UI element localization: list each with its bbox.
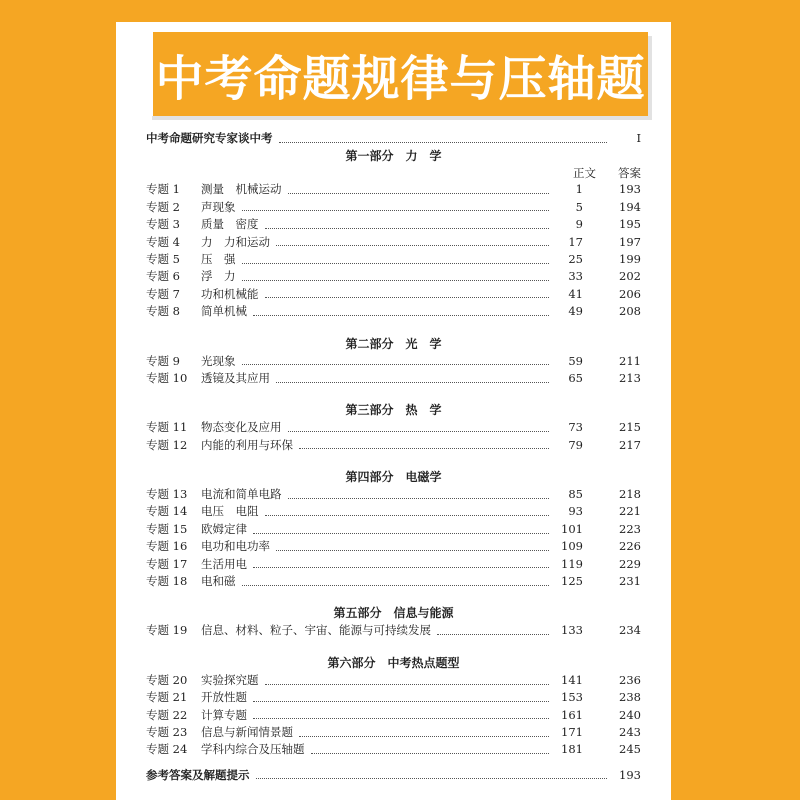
toc-topic-row[interactable] bbox=[146, 251, 641, 268]
topic-answer-page: 215 bbox=[619, 420, 641, 435]
toc-topic-row[interactable] bbox=[146, 538, 641, 555]
topic-title: 内能的利用与环保 bbox=[201, 437, 293, 452]
toc-topic-row[interactable] bbox=[146, 437, 641, 454]
topic-title: 质量 密度 bbox=[201, 217, 259, 232]
topic-number: 专题 4 bbox=[146, 234, 180, 249]
topic-answer-page: 193 bbox=[619, 182, 641, 197]
topic-number: 专题 19 bbox=[146, 623, 188, 638]
topic-number: 专题 22 bbox=[146, 707, 188, 722]
dot-leader bbox=[276, 549, 549, 551]
part-heading: 第五部分 信息与能源 bbox=[333, 606, 454, 621]
topic-number: 专题 6 bbox=[146, 269, 180, 284]
topic-body-page: 73 bbox=[568, 420, 583, 435]
toc-topic-row[interactable] bbox=[146, 486, 641, 503]
dot-leader bbox=[242, 262, 550, 264]
topic-title: 光现象 bbox=[201, 353, 236, 368]
topic-title: 简单机械 bbox=[201, 304, 247, 319]
topic-title: 学科内综合及压轴题 bbox=[201, 742, 305, 757]
topic-body-page: 133 bbox=[561, 623, 583, 638]
toc-topic-row[interactable] bbox=[146, 303, 641, 320]
column-header-answer: 答案 bbox=[618, 166, 641, 181]
topic-body-page: 1 bbox=[575, 182, 583, 197]
topic-number: 专题 10 bbox=[146, 370, 188, 385]
topic-title: 透镜及其应用 bbox=[201, 370, 270, 385]
parts-container bbox=[146, 147, 641, 758]
topic-answer-page: 229 bbox=[619, 556, 641, 571]
topic-body-page: 65 bbox=[568, 370, 583, 385]
dot-leader bbox=[299, 735, 549, 737]
topic-title: 电和磁 bbox=[201, 574, 236, 589]
topic-body-page: 161 bbox=[561, 707, 583, 722]
topic-title: 压 强 bbox=[201, 251, 236, 266]
topic-answer-page: 240 bbox=[619, 707, 641, 722]
dot-leader bbox=[242, 279, 550, 281]
book-title: 中考命题规律与压轴题 bbox=[155, 50, 646, 107]
toc-topic-row[interactable] bbox=[146, 689, 641, 706]
topic-body-page: 85 bbox=[568, 487, 583, 502]
topic-number: 专题 24 bbox=[146, 742, 188, 757]
topic-body-page: 9 bbox=[575, 217, 583, 232]
dot-leader bbox=[288, 192, 550, 194]
topic-number: 专题 18 bbox=[146, 574, 188, 589]
topic-body-page: 49 bbox=[568, 304, 583, 319]
topic-number: 专题 23 bbox=[146, 724, 188, 739]
toc-topic-row[interactable] bbox=[146, 672, 641, 689]
topic-title: 电压 电阻 bbox=[201, 504, 259, 519]
toc-topic-row[interactable] bbox=[146, 370, 641, 387]
topic-answer-page: 194 bbox=[619, 199, 641, 214]
topic-number: 专题 14 bbox=[146, 504, 188, 519]
dot-leader bbox=[242, 584, 550, 586]
topic-answer-page: 213 bbox=[619, 370, 641, 385]
answers-title: 参考答案及解题提示 bbox=[146, 767, 250, 782]
topic-number: 专题 5 bbox=[146, 251, 180, 266]
topic-answer-page: 221 bbox=[619, 504, 641, 519]
part-heading: 第三部分 热 学 bbox=[345, 403, 442, 418]
topic-number: 专题 3 bbox=[146, 217, 180, 232]
topic-number: 专题 17 bbox=[146, 556, 188, 571]
topic-number: 专题 1 bbox=[146, 182, 180, 197]
dot-leader bbox=[253, 566, 549, 568]
topic-body-page: 109 bbox=[561, 539, 583, 554]
toc-topic-row[interactable] bbox=[146, 724, 641, 741]
topic-number: 专题 12 bbox=[146, 437, 188, 452]
topic-body-page: 171 bbox=[561, 724, 583, 739]
topic-number: 专题 9 bbox=[146, 353, 180, 368]
topic-body-page: 101 bbox=[561, 521, 583, 536]
topic-answer-page: 238 bbox=[619, 690, 641, 705]
dot-leader bbox=[437, 633, 549, 635]
part-heading: 第一部分 力 学 bbox=[345, 149, 442, 164]
dot-leader bbox=[288, 497, 550, 499]
toc-topic-row[interactable] bbox=[146, 199, 641, 216]
dot-leader bbox=[265, 683, 550, 685]
part-heading: 第二部分 光 学 bbox=[345, 336, 442, 351]
topic-title: 实验探究题 bbox=[201, 672, 259, 687]
column-header-body: 正文 bbox=[573, 166, 596, 181]
topic-body-page: 33 bbox=[568, 269, 583, 284]
topic-number: 专题 15 bbox=[146, 521, 188, 536]
topic-answer-page: 199 bbox=[619, 251, 641, 266]
toc-topic-row[interactable] bbox=[146, 503, 641, 520]
topic-body-page: 125 bbox=[561, 574, 583, 589]
topic-title: 电流和简单电路 bbox=[201, 487, 282, 502]
topic-title: 声现象 bbox=[201, 199, 236, 214]
title-banner bbox=[148, 32, 648, 116]
topic-answer-page: 218 bbox=[619, 487, 641, 502]
dot-leader bbox=[265, 227, 550, 229]
topic-title: 开放性题 bbox=[201, 690, 247, 705]
intro-title: 中考命题研究专家谈中考 bbox=[146, 131, 273, 145]
dot-leader bbox=[265, 296, 550, 298]
toc-topic-row[interactable] bbox=[146, 268, 641, 285]
dot-leader bbox=[276, 381, 549, 383]
topic-answer-page: 223 bbox=[619, 521, 641, 536]
topic-number: 专题 20 bbox=[146, 672, 188, 687]
dot-leader bbox=[276, 244, 549, 246]
toc-topic-row[interactable] bbox=[146, 419, 641, 436]
toc-topic-row[interactable] bbox=[146, 707, 641, 724]
topic-answer-page: 202 bbox=[619, 269, 641, 284]
topic-title: 功和机械能 bbox=[201, 286, 259, 301]
dot-leader bbox=[256, 777, 608, 779]
topic-number: 专题 2 bbox=[146, 199, 180, 214]
dot-leader bbox=[279, 141, 608, 143]
toc-topic-row[interactable] bbox=[146, 573, 641, 590]
column-headers bbox=[146, 165, 641, 181]
topic-title: 测量 机械运动 bbox=[201, 182, 282, 197]
topic-number: 专题 21 bbox=[146, 690, 188, 705]
dot-leader bbox=[288, 430, 550, 432]
topic-body-page: 79 bbox=[568, 437, 583, 452]
dot-leader bbox=[242, 363, 550, 365]
topic-title: 浮 力 bbox=[201, 269, 236, 284]
topic-body-page: 41 bbox=[568, 286, 583, 301]
topic-body-page: 17 bbox=[568, 234, 583, 249]
dot-leader bbox=[242, 209, 550, 211]
topic-title: 电功和电功率 bbox=[201, 539, 270, 554]
topic-title: 计算专题 bbox=[201, 707, 247, 722]
topic-answer-page: 231 bbox=[619, 574, 641, 589]
topic-title: 力 力和运动 bbox=[201, 234, 270, 249]
topic-answer-page: 243 bbox=[619, 724, 641, 739]
toc-intro-row bbox=[146, 130, 641, 147]
toc-topic-row[interactable] bbox=[146, 521, 641, 538]
toc-topic-row[interactable] bbox=[146, 181, 641, 198]
topic-body-page: 141 bbox=[561, 672, 583, 687]
topic-body-page: 93 bbox=[568, 504, 583, 519]
toc-topic-row[interactable] bbox=[146, 622, 641, 639]
dot-leader bbox=[311, 752, 550, 754]
dot-leader bbox=[299, 447, 549, 449]
toc-topic-row[interactable] bbox=[146, 234, 641, 251]
topic-answer-page: 236 bbox=[619, 672, 641, 687]
topic-answer-page: 197 bbox=[619, 234, 641, 249]
dot-leader bbox=[253, 532, 549, 534]
topic-body-page: 59 bbox=[568, 353, 583, 368]
intro-page: Ⅰ bbox=[636, 131, 641, 145]
topic-number: 专题 8 bbox=[146, 304, 180, 319]
topic-answer-page: 208 bbox=[619, 304, 641, 319]
part-heading: 第六部分 中考热点题型 bbox=[327, 655, 460, 670]
topic-answer-page: 245 bbox=[619, 742, 641, 757]
table-of-contents bbox=[146, 130, 641, 784]
toc-topic-row[interactable] bbox=[146, 286, 641, 303]
toc-topic-row[interactable] bbox=[146, 353, 641, 370]
topic-number: 专题 7 bbox=[146, 286, 180, 301]
part-heading: 第四部分 电磁学 bbox=[345, 470, 442, 485]
topic-answer-page: 211 bbox=[619, 353, 641, 368]
topic-answer-page: 206 bbox=[619, 286, 641, 301]
topic-number: 专题 11 bbox=[146, 420, 188, 435]
topic-answer-page: 217 bbox=[619, 437, 641, 452]
dot-leader bbox=[253, 314, 549, 316]
topic-body-page: 5 bbox=[575, 199, 583, 214]
topic-title: 信息、材料、粒子、宇宙、能源与可持续发展 bbox=[201, 623, 431, 638]
dot-leader bbox=[253, 700, 549, 702]
toc-topic-row[interactable] bbox=[146, 556, 641, 573]
topic-answer-page: 226 bbox=[619, 539, 641, 554]
topic-number: 专题 13 bbox=[146, 487, 188, 502]
toc-answers-row bbox=[146, 767, 641, 784]
topic-body-page: 119 bbox=[561, 556, 583, 571]
toc-topic-row[interactable] bbox=[146, 216, 641, 233]
toc-topic-row[interactable] bbox=[146, 741, 641, 758]
topic-title: 生活用电 bbox=[201, 556, 247, 571]
topic-title: 物态变化及应用 bbox=[201, 420, 282, 435]
topic-number: 专题 16 bbox=[146, 539, 188, 554]
topic-body-page: 181 bbox=[561, 742, 583, 757]
dot-leader bbox=[265, 514, 550, 516]
dot-leader bbox=[253, 717, 549, 719]
topic-body-page: 153 bbox=[561, 690, 583, 705]
topic-answer-page: 234 bbox=[619, 623, 641, 638]
topic-title: 信息与新闻情景题 bbox=[201, 724, 293, 739]
answers-page: 193 bbox=[619, 767, 641, 782]
topic-title: 欧姆定律 bbox=[201, 521, 247, 536]
topic-answer-page: 195 bbox=[619, 217, 641, 232]
topic-body-page: 25 bbox=[568, 251, 583, 266]
